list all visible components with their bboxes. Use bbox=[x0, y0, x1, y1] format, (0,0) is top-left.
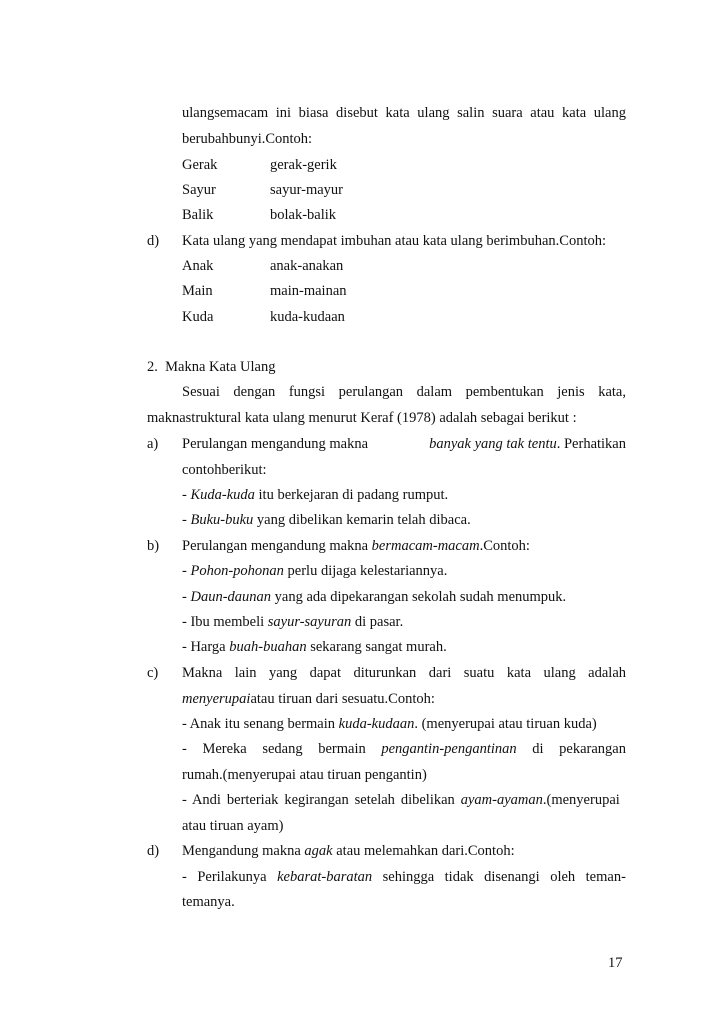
example-reduplicated: kuda-kudaan bbox=[270, 309, 345, 325]
item-b-example-2 bbox=[182, 588, 566, 606]
intro-text-1: ulangsemacam ini biasa disebut kata ulang salin suara atau kata ulang bbox=[182, 105, 626, 121]
item-d2-line bbox=[182, 842, 515, 860]
item-b-text-post: .Contoh: bbox=[479, 538, 530, 554]
example-prefix: - bbox=[182, 589, 191, 605]
word: - bbox=[182, 741, 187, 757]
example-prefix: - Anak itu senang bermain bbox=[182, 716, 339, 732]
section-heading: 2. Makna Kata Ulang bbox=[147, 359, 276, 375]
example-emphasis: pengantin-pengantinan bbox=[381, 741, 517, 757]
example-suffix: di pasar. bbox=[351, 614, 404, 630]
item-a-line-1 bbox=[182, 435, 626, 453]
item-a-label: a) bbox=[147, 436, 159, 452]
item-b-example-1 bbox=[182, 562, 447, 580]
item-a-example-2 bbox=[182, 511, 471, 529]
example-base: Gerak bbox=[182, 157, 218, 173]
item-c-example-3-line-1 bbox=[182, 791, 626, 809]
item-b-label: b) bbox=[147, 538, 160, 554]
word: disenangi bbox=[484, 869, 540, 885]
example-emphasis: Kuda-kuda bbox=[190, 487, 255, 503]
example-reduplicated: main-mainan bbox=[270, 283, 347, 299]
example-prefix: - Andi berteriak kegirangan setelah dibelikan bbox=[182, 792, 461, 808]
item-c-example-3-line-2: atau tiruan ayam) bbox=[182, 818, 284, 834]
item-a-emphasis: banyak yang tak tentu bbox=[429, 436, 557, 452]
example-suffix: sekarang sangat murah. bbox=[306, 639, 447, 655]
example-suffix: perlu dijaga kelestariannya. bbox=[283, 563, 448, 579]
example-emphasis: sayur-sayuran bbox=[267, 614, 352, 630]
section-intro-line-1: Sesuai dengan fungsi perulangan dalam pembentukan jenis kata, bbox=[182, 384, 626, 400]
word: pekarangan bbox=[559, 741, 626, 757]
item-c-example-2-line-1 bbox=[182, 740, 626, 758]
example-emphasis: Buku-buku bbox=[190, 512, 254, 528]
example-reduplicated: gerak-gerik bbox=[270, 157, 337, 173]
item-a-example-1 bbox=[182, 486, 448, 504]
example-suffix: yang ada dipekarangan sekolah sudah menumpuk. bbox=[271, 589, 567, 605]
item-c-line-2 bbox=[182, 690, 435, 708]
item-b-emphasis: bermacam-macam bbox=[371, 538, 480, 554]
item-a-emphasis-wrap bbox=[429, 435, 626, 453]
page-number: 17 bbox=[608, 955, 623, 971]
example-base: Balik bbox=[182, 207, 214, 223]
intro-line-2: berubahbunyi.Contoh: bbox=[182, 131, 313, 147]
example-emphasis: buah-buahan bbox=[229, 639, 307, 655]
item-b-text-pre: Perulangan mengandung makna bbox=[182, 538, 372, 554]
intro-line-1-justified bbox=[182, 104, 626, 122]
item-d2-example-line-2: temanya. bbox=[182, 894, 235, 910]
example-suffix: .(menyerupai bbox=[542, 792, 620, 808]
word: oleh bbox=[550, 869, 576, 885]
example-suffix: . (menyerupai atau tiruan kuda) bbox=[414, 716, 597, 732]
item-c-emphasis: menyerupai bbox=[182, 691, 251, 707]
item-b-example-3 bbox=[182, 613, 403, 631]
item-c-example-2-line-2: rumah.(menyerupai atau tiruan pengantin) bbox=[182, 767, 427, 783]
word: sedang bbox=[262, 741, 303, 757]
item-d-label: d) bbox=[147, 233, 160, 249]
item-c-example-1 bbox=[182, 715, 597, 733]
word: sehingga bbox=[382, 869, 435, 885]
example-emphasis: kuda-kudaan bbox=[338, 716, 415, 732]
word: Perilakunya bbox=[197, 869, 267, 885]
item-d2-label: d) bbox=[147, 843, 160, 859]
word: - bbox=[182, 869, 187, 885]
item-c-label: c) bbox=[147, 665, 159, 681]
word: di bbox=[532, 741, 544, 757]
example-emphasis: kebarat-baratan bbox=[277, 869, 373, 885]
item-d2-text-post: atau melemahkan dari.Contoh: bbox=[332, 843, 515, 859]
example-base: Kuda bbox=[182, 309, 214, 325]
item-c-text-post: atau tiruan dari sesuatu.Contoh: bbox=[250, 691, 435, 707]
example-emphasis: Daun-daunan bbox=[190, 589, 272, 605]
item-a-line-2: contohberikut: bbox=[182, 462, 267, 478]
example-prefix: - bbox=[182, 512, 191, 528]
example-emphasis: Pohon-pohonan bbox=[190, 563, 284, 579]
example-base: Sayur bbox=[182, 182, 216, 198]
example-prefix: - bbox=[182, 563, 191, 579]
example-base: Main bbox=[182, 283, 213, 299]
item-a-text-pre: Perulangan mengandung makna bbox=[182, 436, 369, 452]
example-emphasis: ayam-ayaman bbox=[460, 792, 543, 808]
word: bermain bbox=[318, 741, 366, 757]
item-c-line-1: Makna lain yang dapat diturunkan dari suatu kata ulang adalah bbox=[182, 665, 626, 681]
section-intro-line-2: maknastruktural kata ulang menurut Keraf (1978) adalah sebagai berikut : bbox=[147, 410, 577, 426]
example-prefix: - Harga bbox=[182, 639, 230, 655]
example-prefix: - bbox=[182, 487, 191, 503]
item-d2-example-line-1 bbox=[182, 868, 626, 886]
example-suffix: itu berkejaran di padang rumput. bbox=[254, 487, 449, 503]
item-d2-emphasis: agak bbox=[304, 843, 333, 859]
word: teman- bbox=[585, 869, 626, 885]
example-base: Anak bbox=[182, 258, 214, 274]
example-reduplicated: bolak-balik bbox=[270, 207, 337, 223]
item-b-example-4 bbox=[182, 638, 447, 656]
intro-line-1 bbox=[182, 104, 626, 122]
word: Mereka bbox=[202, 741, 247, 757]
item-b-line bbox=[182, 537, 530, 555]
item-a-text-post: . Perhatikan bbox=[556, 436, 626, 452]
example-reduplicated: sayur-mayur bbox=[270, 182, 343, 198]
word: tidak bbox=[444, 869, 474, 885]
example-reduplicated: anak-anakan bbox=[270, 258, 344, 274]
item-d2-text-pre: Mengandung makna bbox=[182, 843, 305, 859]
example-suffix: yang dibelikan kemarin telah dibaca. bbox=[253, 512, 471, 528]
example-prefix: - Ibu membeli bbox=[182, 614, 268, 630]
item-d-text: Kata ulang yang mendapat imbuhan atau kata ulang berimbuhan.Contoh: bbox=[182, 233, 607, 249]
